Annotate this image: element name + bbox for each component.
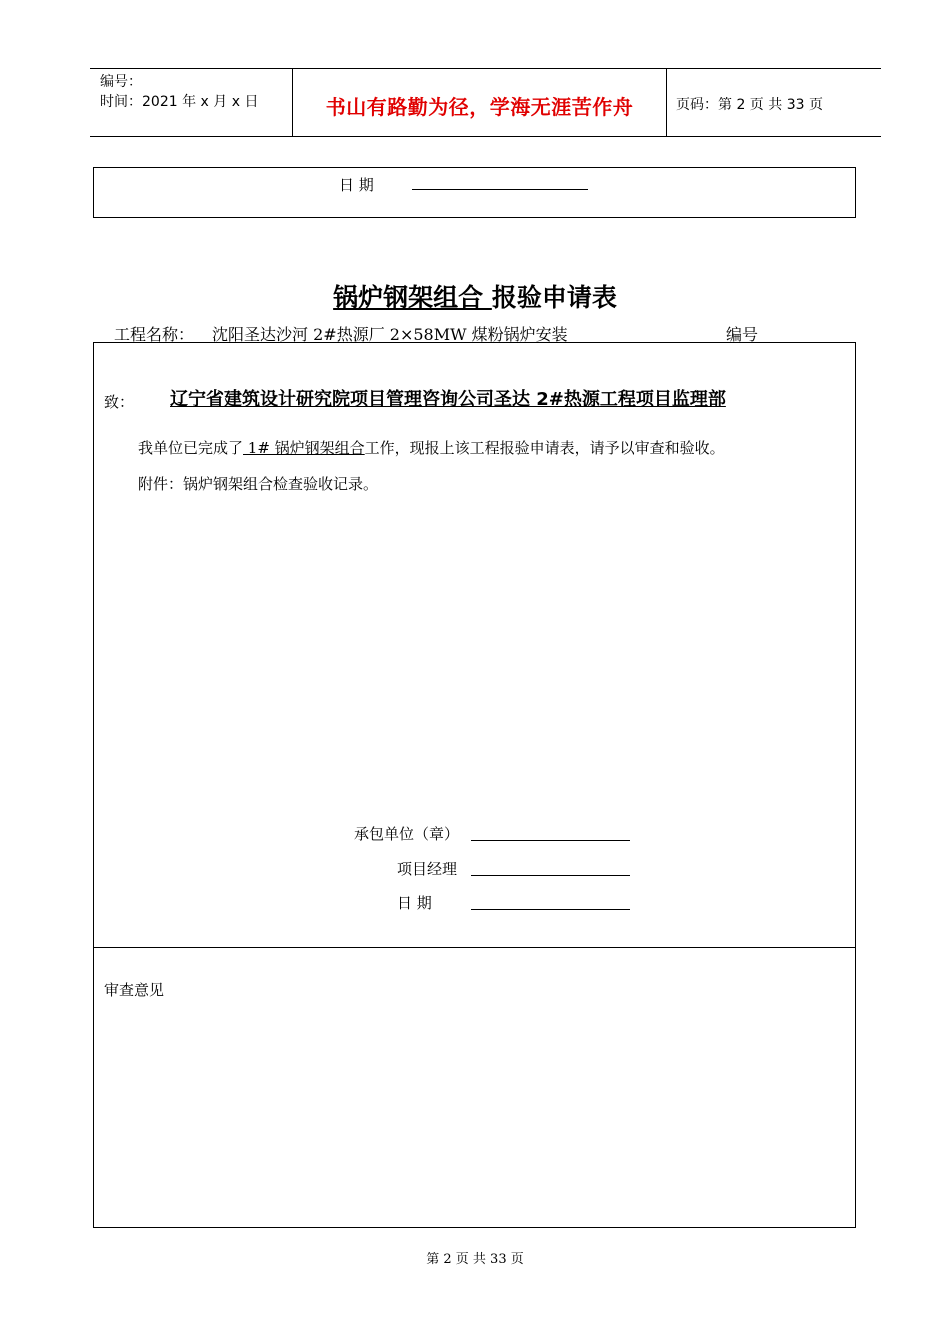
attachment-line: 附件：锅炉钢架组合检查验收记录。 [138,475,379,493]
contractor-label: 承包单位（章） [354,825,460,843]
signature-date-label: 日 期 [397,894,432,912]
signature-date-line [471,909,630,910]
header-left-cell [90,69,292,136]
application-section [94,343,855,948]
application-form [93,342,856,1228]
recipient-organization [134,385,726,411]
contractor-signature-line [471,840,630,841]
completion-statement [138,437,725,458]
statement-work-item: 1# 锅炉钢架组合 [243,439,365,457]
page-footer: 第 2 页 共 33 页 [426,1252,524,1267]
time-label: 时间：2021 年 x 月 x 日 [100,94,259,110]
date-label: 日 期 [339,176,374,194]
previous-date-box [93,167,856,218]
header-middle-cell [292,69,667,136]
page-info: 页码：第 2 页 共 33 页 [676,97,823,113]
date-blank-line [412,189,588,190]
code-label: 编号： [100,74,142,90]
statement-after: 工作，现报上该工程报验申请表，请予以审查和验收。 [364,439,725,457]
title-underlined-part: 锅炉钢架组合 [333,283,492,312]
project-label: 工程名称： [114,325,195,344]
form-title [0,278,950,314]
header-right-cell [666,69,881,136]
recipient-name: 辽宁省建筑设计研究院项目管理咨询公司圣达 2#热源工程项目监理部 [170,389,726,410]
project-name: 沈阳圣达沙河 2#热源厂 2×58MW 煤粉锅炉安装 [212,325,568,344]
statement-before: 我单位已完成了 [138,439,244,457]
to-label: 致： [104,393,135,411]
manager-signature-line [471,875,630,876]
manager-label: 项目经理 [397,860,458,878]
page-header [90,68,881,137]
number-label: 编号 [726,325,759,344]
title-rest: 报验申请表 [491,283,617,312]
review-opinion-label: 审查意见 [104,981,165,999]
motto-text: 书山有路勤为径，学海无涯苦作舟 [325,95,634,119]
